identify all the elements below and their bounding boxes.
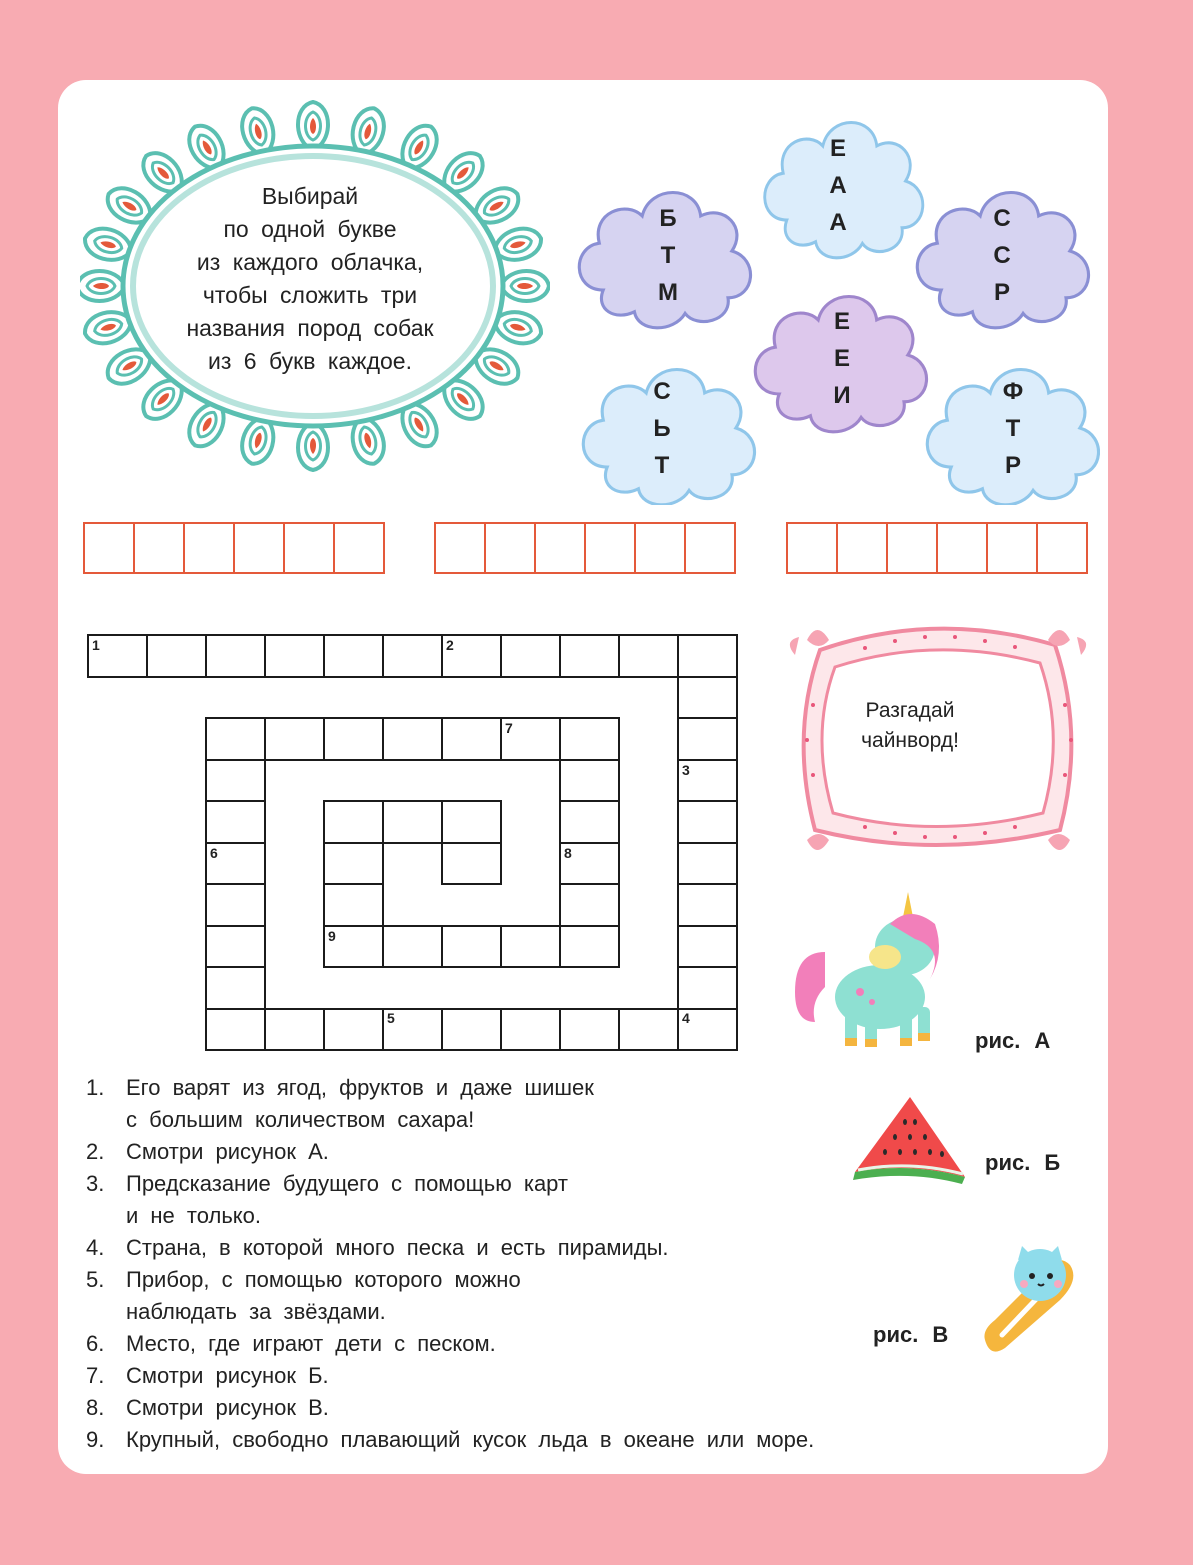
picture-v-label: рис. В (873, 1322, 949, 1347)
cloud-6-letters (993, 373, 1033, 484)
grid-number-8: 8 (564, 845, 572, 861)
answer-cell[interactable] (333, 522, 385, 574)
clue-number: 4. (86, 1235, 105, 1260)
clue-number: 8. (86, 1395, 105, 1420)
grid-cell[interactable] (205, 925, 266, 969)
grid-cell[interactable] (677, 925, 738, 969)
grid-number-6: 6 (210, 845, 218, 861)
cloud-1-letters (648, 200, 688, 311)
grid-cell[interactable] (146, 634, 207, 678)
grid-cell[interactable] (500, 925, 561, 969)
grid-cell[interactable] (559, 925, 620, 969)
intro-line: по одной букве (223, 216, 397, 242)
cloud-letter: Т (654, 452, 670, 479)
answer-cell[interactable] (133, 522, 185, 574)
cloud-letter: Е (833, 345, 850, 372)
grid-cell[interactable] (323, 842, 384, 886)
answer-cell[interactable] (1036, 522, 1088, 574)
grid-cell[interactable] (441, 842, 502, 886)
picture-b-label: рис. Б (985, 1150, 1061, 1175)
frame-line: чайнворд! (861, 729, 959, 752)
grid-cell[interactable] (441, 717, 502, 761)
answer-cell[interactable] (986, 522, 1038, 574)
answer-cell[interactable] (634, 522, 686, 574)
grid-cell[interactable] (559, 883, 620, 927)
answer-cell[interactable] (83, 522, 135, 574)
cloud-letter: Т (660, 242, 676, 269)
frame-caption (820, 696, 1000, 756)
clue-number: 2. (86, 1139, 105, 1164)
cloud-3-letters (982, 200, 1022, 311)
cloud-letter: Б (659, 205, 677, 232)
cloud-letter: С (993, 242, 1011, 269)
grid-cell[interactable] (500, 634, 561, 678)
grid-cell[interactable] (323, 883, 384, 927)
clue-text: Крупный, свободно плавающий кусок льда в океане или море. (126, 1427, 815, 1452)
grid-cell[interactable] (323, 1008, 384, 1052)
answer-cell[interactable] (684, 522, 736, 574)
grid-cell[interactable] (441, 800, 502, 844)
clue-number: 5. (86, 1267, 105, 1292)
clue-item (86, 1424, 814, 1456)
cloud-letter: Р (993, 279, 1010, 306)
grid-number-9: 9 (328, 928, 336, 944)
grid-cell[interactable] (559, 717, 620, 761)
clue-number: 7. (86, 1363, 105, 1388)
answer-cell[interactable] (233, 522, 285, 574)
grid-cell[interactable] (264, 717, 325, 761)
clue-number: 6. (86, 1331, 105, 1356)
intro-line: названия пород собак (186, 315, 434, 341)
cloud-2-letters (818, 130, 858, 241)
grid-number-2: 2 (446, 637, 454, 653)
grid-cell[interactable] (323, 634, 384, 678)
clue-text: Место, где играют дети с песком. (126, 1331, 496, 1356)
grid-cell[interactable] (677, 800, 738, 844)
grid-cell[interactable] (205, 1008, 266, 1052)
answer-word-2 (436, 522, 736, 574)
grid-number-3: 3 (682, 762, 690, 778)
clue-item (86, 1136, 814, 1168)
picture-a-label: рис. А (975, 1028, 1051, 1053)
grid-cell[interactable] (264, 634, 325, 678)
grid-cell[interactable] (441, 1008, 502, 1052)
grid-number-4: 4 (682, 1010, 690, 1026)
grid-cell[interactable] (205, 634, 266, 678)
clue-text: Страна, в которой много песка и есть пирамиды. (126, 1235, 669, 1260)
grid-cell[interactable] (205, 759, 266, 803)
clue-text: Его варят из ягод, фруктов и даже шишек (126, 1075, 594, 1100)
grid-cell[interactable] (677, 717, 738, 761)
answer-cell[interactable] (836, 522, 888, 574)
answer-cell[interactable] (584, 522, 636, 574)
clue-number: 1. (86, 1075, 105, 1100)
clue-text: Прибор, с помощью которого можно (126, 1267, 521, 1292)
answer-cell[interactable] (534, 522, 586, 574)
clue-item (86, 1360, 814, 1392)
grid-number-1: 1 (92, 637, 100, 653)
answer-cell[interactable] (283, 522, 335, 574)
cloud-letter: И (833, 382, 851, 409)
grid-cell[interactable] (677, 842, 738, 886)
grid-cell[interactable] (205, 883, 266, 927)
cloud-letter: А (829, 209, 847, 236)
grid-cell[interactable] (559, 634, 620, 678)
cloud-letter: М (658, 279, 678, 306)
clue-text: Смотри рисунок Б. (126, 1363, 329, 1388)
grid-cell[interactable] (205, 800, 266, 844)
clue-text-cont: наблюдать за звёздами. (126, 1299, 386, 1324)
grid-cell[interactable] (323, 717, 384, 761)
answer-cell[interactable] (886, 522, 938, 574)
cloud-letter: А (829, 172, 847, 199)
grid-cell[interactable] (559, 759, 620, 803)
clue-item (86, 1392, 814, 1424)
intro-line: Выбирай (261, 183, 359, 209)
clue-number: 9. (86, 1427, 105, 1452)
answer-cell[interactable] (786, 522, 838, 574)
answer-cell[interactable] (434, 522, 486, 574)
grid-cell[interactable] (323, 800, 384, 844)
grid-cell[interactable] (500, 1008, 561, 1052)
clue-text-cont: с большим количеством сахара! (126, 1107, 475, 1132)
cloud-letter: С (653, 378, 671, 405)
clue-item (86, 1264, 814, 1328)
cloud-letter: С (993, 205, 1011, 232)
clue-item (86, 1072, 814, 1136)
clue-text-cont: и не только. (126, 1203, 261, 1228)
clue-item (86, 1328, 814, 1360)
cloud-letter: Е (833, 308, 850, 335)
intro-text (130, 180, 490, 378)
clue-number: 3. (86, 1171, 105, 1196)
clue-item (86, 1168, 814, 1232)
grid-cell[interactable] (677, 634, 738, 678)
cloud-4-letters (822, 303, 862, 414)
grid-cell[interactable] (618, 634, 679, 678)
grid-number-7: 7 (505, 720, 513, 736)
cloud-5-letters (642, 373, 682, 484)
clue-text: Смотри рисунок В. (126, 1395, 329, 1420)
clue-text: Смотри рисунок А. (126, 1139, 329, 1164)
clue-text: Предсказание будущего с помощью карт (126, 1171, 569, 1196)
cloud-letter: Ф (1002, 378, 1024, 405)
hair-clip-icon (980, 1240, 1085, 1355)
unicorn-icon (790, 892, 950, 1052)
cloud-letter: Ь (653, 415, 671, 442)
grid-cell[interactable] (382, 800, 443, 844)
grid-cell[interactable] (382, 634, 443, 678)
answer-word-3 (788, 522, 1088, 574)
intro-line: из 6 букв каждое. (208, 348, 412, 374)
grid-cell[interactable] (205, 717, 266, 761)
grid-cell[interactable] (205, 966, 266, 1010)
grid-cell[interactable] (677, 966, 738, 1010)
intro-line: чтобы сложить три (202, 282, 418, 308)
grid-cell[interactable] (559, 800, 620, 844)
answer-word-1 (85, 522, 385, 574)
grid-cell[interactable] (618, 1008, 679, 1052)
answer-cell[interactable] (183, 522, 235, 574)
grid-cell[interactable] (677, 883, 738, 927)
grid-cell[interactable] (441, 925, 502, 969)
cloud-letter: Е (829, 135, 846, 162)
grid-cell[interactable] (382, 925, 443, 969)
cloud-letter: Р (1004, 452, 1021, 479)
clue-list (86, 1072, 814, 1456)
grid-number-5: 5 (387, 1010, 395, 1026)
grid-cell[interactable] (382, 717, 443, 761)
clue-item (86, 1232, 814, 1264)
watermelon-icon (850, 1092, 970, 1187)
frame-line: Разгадай (865, 699, 955, 722)
intro-line: из каждого облачка, (196, 249, 424, 275)
grid-cell[interactable] (677, 676, 738, 720)
cloud-letter: Т (1005, 415, 1021, 442)
answer-cell[interactable] (936, 522, 988, 574)
grid-cell[interactable] (559, 1008, 620, 1052)
answer-cell[interactable] (484, 522, 536, 574)
grid-cell[interactable] (264, 1008, 325, 1052)
